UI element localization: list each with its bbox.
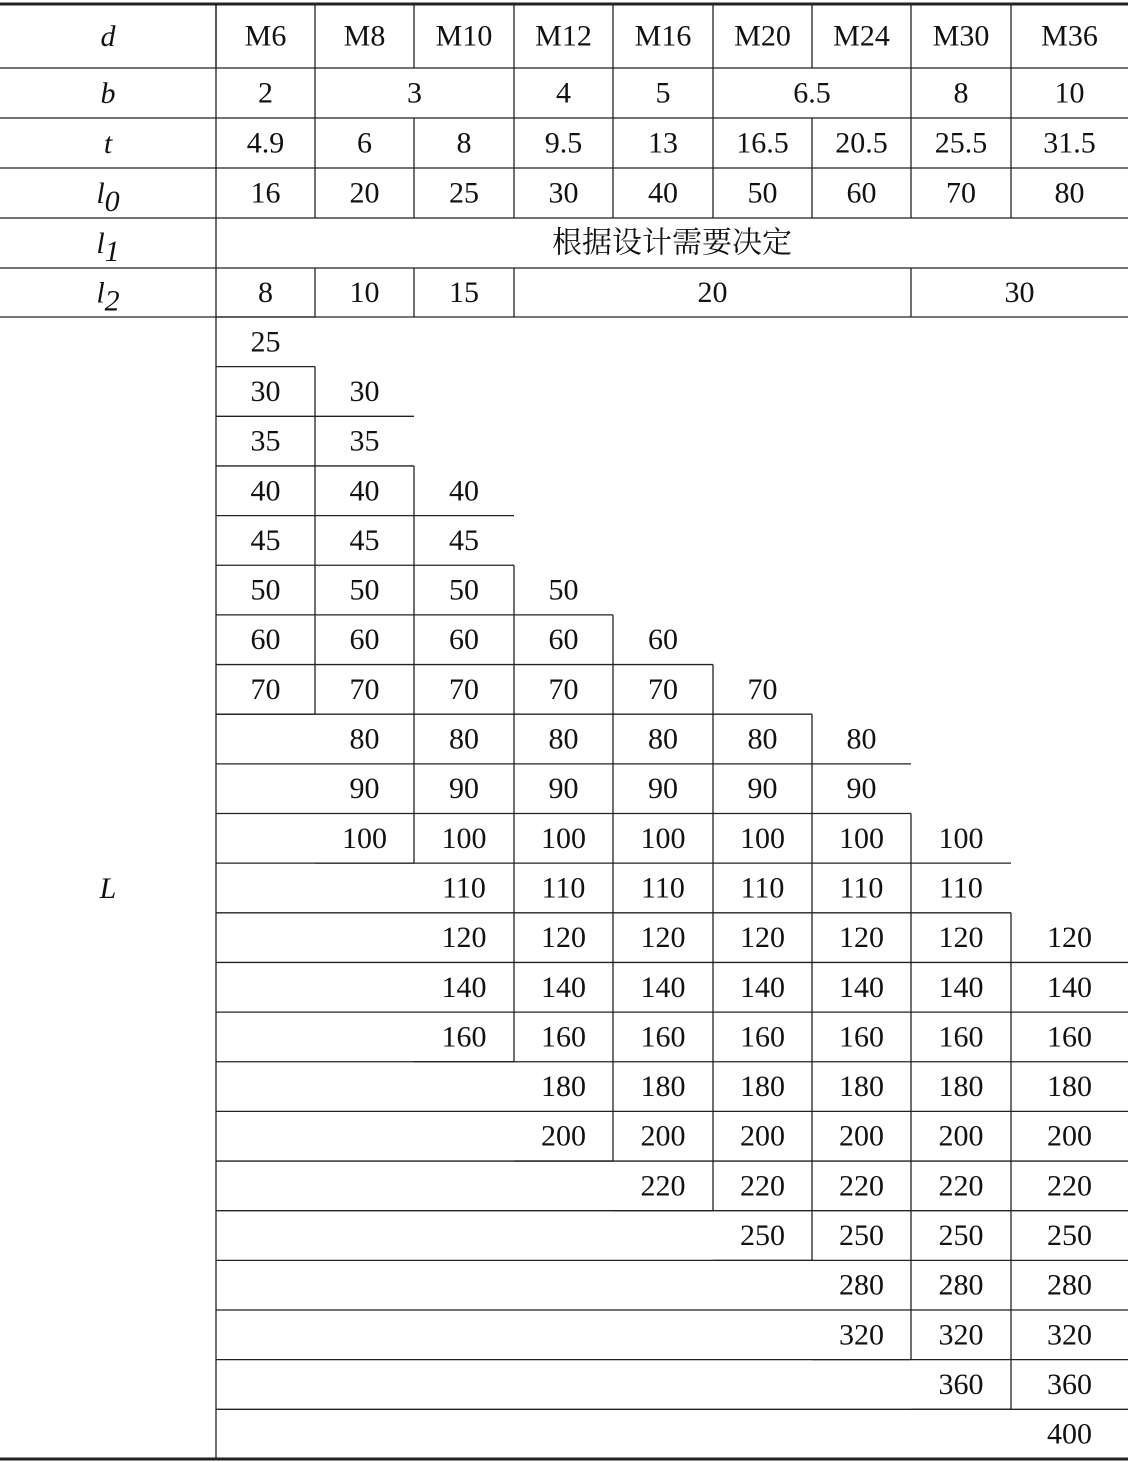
length-cell: 200 — [640, 1119, 686, 1153]
row-t-value: 20.5 — [835, 126, 888, 160]
length-cell: 200 — [839, 1119, 884, 1153]
row-label-l0-symbol: l — [96, 176, 105, 210]
length-cell: 160 — [1047, 1020, 1092, 1054]
length-cell: 140 — [640, 970, 686, 1004]
length-cell: 280 — [839, 1268, 884, 1302]
length-cell: 360 — [938, 1367, 984, 1401]
row-b-value: 2 — [258, 76, 273, 110]
length-cell: 100 — [839, 821, 884, 855]
row-b-value: 6.5 — [793, 76, 831, 110]
row-l0-value: 70 — [946, 176, 976, 210]
length-cell: 320 — [1047, 1318, 1092, 1352]
length-cell: 90 — [548, 772, 579, 806]
length-cell: 70 — [648, 672, 678, 706]
length-cell: 60 — [449, 623, 479, 657]
length-cell: 110 — [541, 871, 586, 905]
length-cell: 45 — [250, 523, 281, 557]
length-cell: 220 — [938, 1169, 984, 1203]
row-t-value: 25.5 — [934, 126, 988, 160]
row-label-l0-subscript: 0 — [104, 184, 120, 218]
length-cell: 120 — [541, 921, 586, 955]
length-cell: 100 — [441, 821, 487, 855]
length-cell: 160 — [640, 1020, 686, 1054]
row-t-value: 16.5 — [736, 126, 789, 160]
length-cell: 160 — [441, 1020, 487, 1054]
length-cell: 120 — [441, 921, 487, 955]
length-cell: 360 — [1047, 1367, 1092, 1401]
length-cell: 160 — [938, 1020, 984, 1054]
length-cell: 160 — [839, 1020, 884, 1054]
size-header-m20: M20 — [734, 19, 791, 53]
length-cell: 200 — [1047, 1119, 1092, 1153]
size-header-m8: M8 — [343, 19, 386, 53]
length-cell: 250 — [740, 1219, 785, 1253]
size-header-m24: M24 — [833, 19, 890, 53]
length-cell: 100 — [740, 821, 785, 855]
row-label-l1-subscript: 1 — [104, 234, 120, 268]
size-header-m6: M6 — [244, 19, 287, 53]
length-cell: 80 — [747, 722, 778, 756]
length-cell: 50 — [250, 573, 281, 607]
length-cell: 180 — [1047, 1070, 1092, 1104]
row-label-length-symbol: L — [99, 871, 117, 905]
length-cell: 80 — [548, 722, 579, 756]
table-cells — [96, 20, 1098, 1451]
row-l0-value: 30 — [548, 176, 579, 210]
length-cell: 35 — [349, 424, 380, 458]
length-cell: 110 — [442, 871, 486, 905]
size-header-m10: M10 — [435, 19, 493, 53]
length-cell: 40 — [349, 474, 380, 508]
length-cell: 220 — [740, 1169, 785, 1203]
length-cell: 110 — [939, 871, 983, 905]
length-cell: 40 — [250, 474, 281, 508]
length-cell: 220 — [640, 1169, 686, 1203]
row-l1-value: 根据设计需要决定 — [552, 226, 792, 260]
length-cell: 110 — [839, 871, 884, 905]
length-cell: 320 — [938, 1318, 984, 1352]
row-label-l1 — [96, 227, 119, 268]
length-cell: 160 — [541, 1020, 586, 1054]
row-label-length — [99, 871, 117, 904]
row-l2-value: 10 — [349, 276, 380, 309]
row-b-value: 8 — [953, 76, 969, 110]
length-cell: 60 — [349, 623, 380, 657]
length-cell: 100 — [938, 821, 984, 855]
row-t-value: 31.5 — [1043, 126, 1096, 160]
length-cell: 80 — [349, 722, 380, 756]
row-l0-value: 40 — [648, 176, 678, 210]
row-b-value: 3 — [407, 76, 422, 110]
size-header-m30: M30 — [932, 19, 990, 53]
length-cell: 140 — [541, 970, 586, 1004]
row-t-value: 4.9 — [246, 126, 285, 160]
row-l0-value: 16 — [250, 176, 281, 210]
length-cell: 250 — [839, 1219, 884, 1253]
length-cell: 140 — [839, 970, 884, 1004]
length-cell: 50 — [449, 573, 479, 607]
row-l2-value: 15 — [449, 276, 479, 309]
length-cell: 110 — [740, 871, 785, 905]
length-cell: 140 — [938, 970, 984, 1004]
length-cell: 40 — [449, 474, 479, 508]
length-cell: 180 — [541, 1070, 586, 1104]
length-cell: 140 — [740, 970, 785, 1004]
row-label-l1-symbol: l — [96, 226, 105, 260]
length-cell: 250 — [1047, 1219, 1092, 1253]
length-cell: 100 — [640, 821, 686, 855]
row-b-value: 4 — [556, 76, 571, 110]
length-cell: 25 — [250, 325, 281, 359]
length-cell: 180 — [740, 1070, 785, 1104]
length-cell: 120 — [1047, 921, 1092, 955]
row-l2-value: 8 — [258, 276, 273, 309]
length-cell: 45 — [449, 523, 479, 557]
length-cell: 45 — [349, 523, 380, 557]
length-cell: 90 — [449, 772, 479, 806]
row-label-b — [101, 77, 116, 110]
row-label-l2-symbol: l — [96, 276, 105, 309]
row-l0-value: 80 — [1054, 176, 1085, 210]
row-l0-value: 50 — [747, 176, 778, 210]
row-l2-value: 20 — [697, 276, 728, 309]
length-cell: 80 — [846, 722, 877, 756]
length-cell: 320 — [839, 1318, 884, 1352]
length-cell: 50 — [548, 573, 579, 607]
row-b-value: 5 — [655, 76, 671, 110]
length-cell: 200 — [541, 1119, 586, 1153]
row-t-value: 8 — [456, 126, 472, 160]
row-t-value: 9.5 — [544, 126, 583, 160]
length-cell: 280 — [1047, 1268, 1092, 1302]
row-label-t-symbol: t — [103, 126, 113, 160]
length-cell: 200 — [938, 1119, 984, 1153]
length-cell: 80 — [449, 722, 479, 756]
length-cell: 90 — [747, 772, 778, 806]
length-cell: 120 — [839, 921, 884, 955]
length-cell: 110 — [641, 871, 685, 905]
length-cell: 220 — [839, 1169, 884, 1203]
row-l0-value: 20 — [349, 176, 380, 210]
length-cell: 220 — [1047, 1169, 1092, 1203]
length-cell: 70 — [349, 672, 380, 706]
length-cell: 100 — [342, 821, 387, 855]
length-cell: 180 — [839, 1070, 884, 1104]
row-label-l0 — [96, 177, 119, 218]
length-cell: 180 — [640, 1070, 686, 1104]
length-cell: 400 — [1047, 1417, 1092, 1451]
row-l0-value: 25 — [449, 176, 479, 210]
length-cell: 80 — [648, 722, 678, 756]
length-cell: 60 — [648, 623, 678, 657]
row-b-value: 10 — [1054, 76, 1085, 110]
length-cell: 180 — [938, 1070, 984, 1104]
row-label-t — [104, 127, 113, 160]
length-cell: 250 — [938, 1219, 984, 1253]
header-label-d — [101, 20, 117, 53]
length-cell: 60 — [250, 623, 281, 657]
length-cell: 90 — [648, 772, 678, 806]
length-cell: 100 — [541, 821, 586, 855]
row-label-b-symbol: b — [100, 76, 116, 110]
size-header-m12: M12 — [535, 19, 592, 53]
row-t-value: 6 — [357, 126, 372, 160]
length-cell: 30 — [250, 374, 281, 408]
length-cell: 50 — [349, 573, 380, 607]
length-cell: 140 — [441, 970, 487, 1004]
length-cell: 70 — [449, 672, 479, 706]
row-l2-value: 30 — [1004, 276, 1035, 309]
length-cell: 120 — [740, 921, 785, 955]
row-label-l2 — [96, 276, 119, 317]
size-header-m36: M36 — [1041, 19, 1098, 53]
length-cell: 90 — [349, 772, 380, 806]
header-label-d-symbol: d — [100, 19, 116, 53]
length-cell: 70 — [548, 672, 579, 706]
length-cell: 160 — [740, 1020, 785, 1054]
size-header-m16: M16 — [634, 19, 692, 53]
length-cell: 60 — [548, 623, 579, 657]
length-cell: 200 — [740, 1119, 785, 1153]
length-cell: 30 — [349, 374, 380, 408]
length-cell: 35 — [250, 424, 281, 458]
length-cell: 70 — [747, 672, 778, 706]
length-cell: 70 — [250, 672, 281, 706]
length-cell: 280 — [938, 1268, 984, 1302]
length-cell: 120 — [938, 921, 984, 955]
row-label-l2-subscript: 2 — [104, 284, 120, 317]
length-cell: 140 — [1047, 970, 1092, 1004]
length-cell: 90 — [846, 772, 877, 806]
length-cell: 120 — [640, 921, 686, 955]
row-t-value: 13 — [648, 126, 678, 160]
row-l0-value: 60 — [846, 176, 877, 210]
